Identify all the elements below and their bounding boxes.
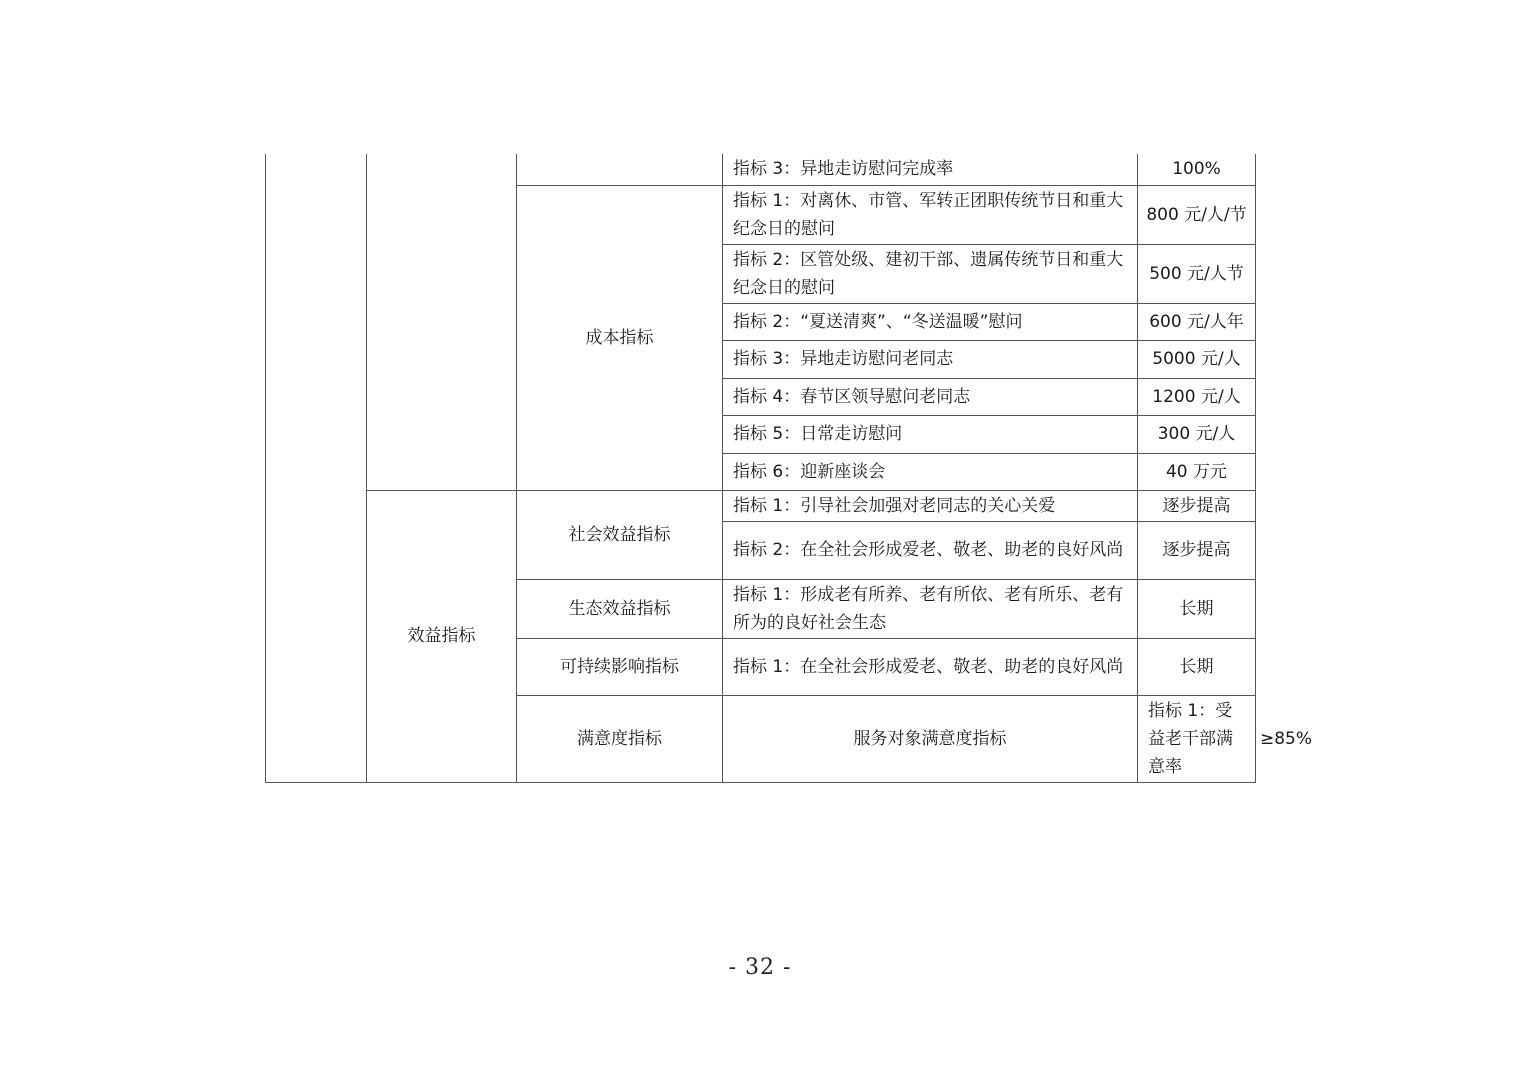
indicator-text: 指标 1：在全社会形成爱老、敬老、助老的良好风尚 [723,638,1138,695]
satisfaction-indicator-label: 满意度指标 [517,695,723,782]
level1-indicator-cell [266,154,367,782]
indicator-text: 指标 2：区管处级、建初干部、遗属传统节日和重大纪念日的慰问 [723,244,1138,303]
indicator-value: 5000 元/人 [1138,340,1256,378]
indicator-value: 800 元/人/节 [1138,185,1256,244]
indicator-value: 逐步提高 [1138,490,1256,521]
indicator-text: 指标 1：引导社会加强对老同志的关心关爱 [723,490,1138,521]
level2-indicator-cell [367,154,517,490]
indicator-value: 1200 元/人 [1138,378,1256,415]
indicator-text: 指标 1：对离休、市管、军转正团职传统节日和重大纪念日的慰问 [723,185,1138,244]
indicator-value: 500 元/人节 [1138,244,1256,303]
indicator-text: 指标 6：迎新座谈会 [723,453,1138,490]
indicator-text: 指标 4：春节区领导慰问老同志 [723,378,1138,415]
indicator-text: 指标 3：异地走访慰问完成率 [723,154,1138,185]
indicator-value: 40 万元 [1138,453,1256,490]
indicator-value: 600 元/人年 [1138,303,1256,340]
indicator-text: 指标 1：受益老干部满意率 [1138,695,1256,782]
table-row: 满意度指标 服务对象满意度指标 指标 1：受益老干部满意率 ≥85% [266,695,1256,782]
indicator-text: 指标 1：形成老有所养、老有所依、老有所乐、老有所为的良好社会生态 [723,579,1138,638]
indicator-value: 长期 [1138,638,1256,695]
benefit-indicator-label: 效益指标 [367,490,517,782]
page-number: - 32 - [728,955,792,980]
indicator-value: 100% [1138,154,1256,185]
indicator-text: 指标 3：异地走访慰问老同志 [723,340,1138,378]
table-row [266,490,1256,521]
social-benefit-label: 社会效益指标 [517,490,723,579]
service-satisfaction-label: 服务对象满意度指标 [723,695,1138,782]
indicator-value: 300 元/人 [1138,415,1256,453]
indicator-text: 指标 2：“夏送清爽”、“冬送温暖”慰问 [723,303,1138,340]
performance-indicator-table [265,154,1313,783]
indicator-value: 长期 [1138,579,1256,638]
indicator-value: 逐步提高 [1138,521,1256,579]
indicator-text: 指标 5：日常走访慰问 [723,415,1138,453]
table-row [266,154,1256,185]
cost-indicator-label: 成本指标 [517,185,723,490]
indicator-text: 指标 2：在全社会形成爱老、敬老、助老的良好风尚 [723,521,1138,579]
level3-indicator-cell [517,154,723,185]
ecological-benefit-label: 生态效益指标 [517,579,723,638]
sustainable-impact-label: 可持续影响指标 [517,638,723,695]
